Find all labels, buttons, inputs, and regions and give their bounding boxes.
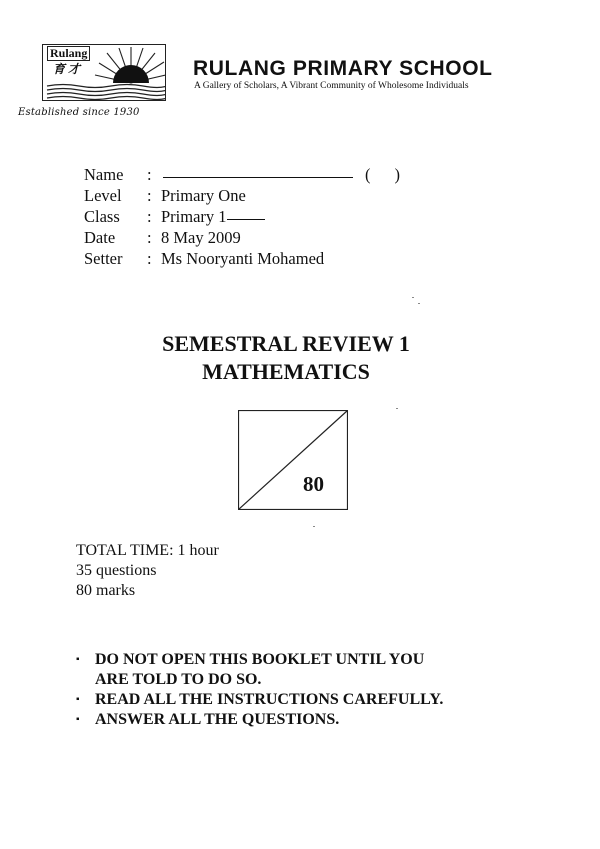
- school-logo: [42, 44, 166, 101]
- logo-chinese-text: 育 才: [53, 62, 81, 76]
- logo-wordmark: Rulang: [47, 46, 90, 61]
- instruction-item-continued: [76, 670, 443, 690]
- detail-row-class: Class : Primary 1: [84, 206, 400, 227]
- school-motto: A Gallery of Scholars, A Vibrant Community of Wholesome Individuals: [194, 81, 469, 91]
- bullet-icon: ▪: [76, 654, 80, 665]
- instruction-text: ANSWER ALL THE QUESTIONS.: [95, 711, 340, 728]
- instruction-item: [76, 710, 443, 730]
- school-name: RULANG PRIMARY SCHOOL: [193, 57, 493, 80]
- detail-label: Level: [84, 186, 122, 205]
- detail-row-name: Name : ( ): [84, 165, 400, 184]
- detail-label: Class: [84, 207, 120, 226]
- register-number-close: ): [394, 165, 400, 184]
- detail-label: Setter: [84, 249, 123, 268]
- instruction-item: [76, 650, 443, 670]
- detail-label: Name: [84, 165, 124, 184]
- bullet-icon: ▪: [76, 694, 80, 705]
- scan-speck: [412, 297, 414, 298]
- detail-value: Primary 1: [161, 207, 227, 226]
- marks-total: 80: [303, 472, 324, 496]
- scan-speck: [313, 526, 315, 527]
- marks-count: 80 marks: [76, 582, 136, 599]
- bullet-icon: ▪: [76, 714, 80, 725]
- detail-row-date: Date : 8 May 2009: [84, 228, 241, 247]
- student-details: [84, 164, 400, 269]
- instruction-text: DO NOT OPEN THIS BOOKLET UNTIL YOU: [95, 651, 425, 668]
- detail-value: Primary One: [161, 186, 246, 205]
- class-blank[interactable]: [227, 206, 265, 220]
- instruction-item: [76, 690, 443, 710]
- established-tagline: Established since 1930: [18, 107, 140, 118]
- scan-speck: [418, 303, 420, 304]
- question-count: 35 questions: [76, 562, 157, 579]
- total-time: TOTAL TIME: 1 hour: [76, 542, 219, 559]
- detail-row-level: Level : Primary One: [84, 186, 246, 205]
- marks-box-frame: [238, 410, 348, 510]
- exam-info: [76, 541, 219, 601]
- scan-speck: [396, 408, 398, 409]
- instruction-text: READ ALL THE INSTRUCTIONS CAREFULLY.: [95, 691, 444, 708]
- instructions-list: [76, 650, 443, 730]
- marks-box: [238, 410, 348, 510]
- register-number-open: (: [365, 165, 371, 184]
- detail-value: Ms Nooryanti Mohamed: [161, 249, 325, 268]
- name-blank[interactable]: [163, 164, 353, 178]
- detail-value: 8 May 2009: [161, 228, 241, 247]
- exam-title: SEMESTRAL REVIEW 1: [162, 331, 410, 356]
- exam-subject: MATHEMATICS: [202, 359, 370, 384]
- instruction-text: ARE TOLD TO DO SO.: [95, 671, 262, 688]
- detail-row-setter: Setter : Ms Nooryanti Mohamed: [84, 249, 325, 268]
- detail-label: Date: [84, 228, 116, 247]
